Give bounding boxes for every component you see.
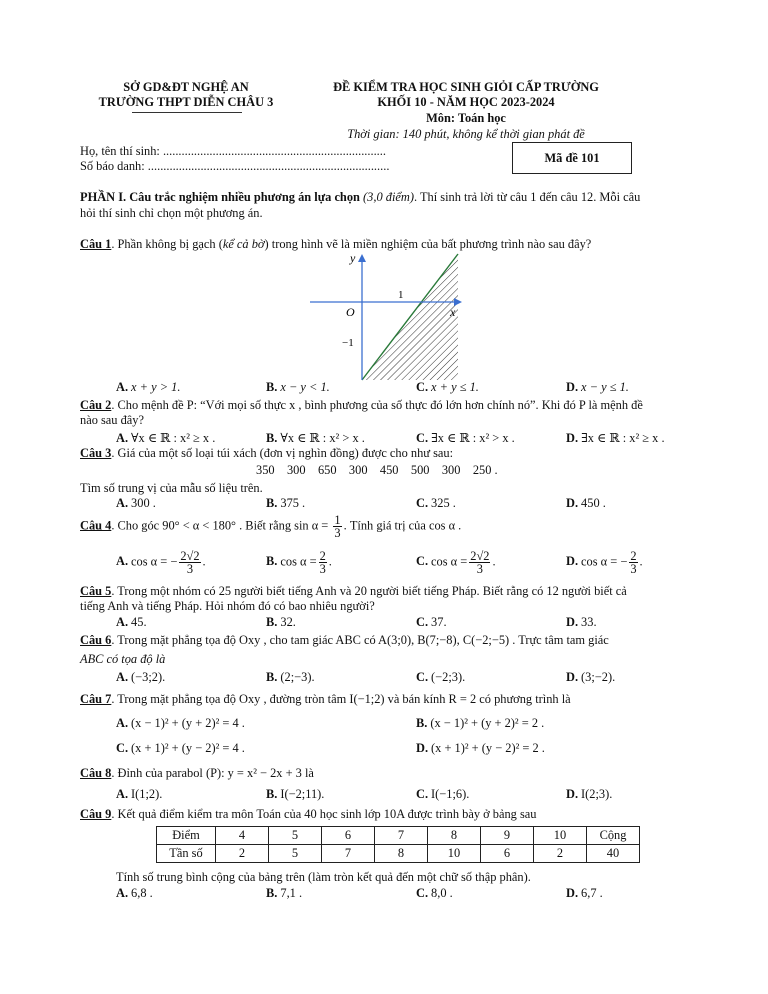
- question-6: Câu 6. Trong mặt phẳng tọa độ Oxy , cho tam giác ABC có A(3;0), B(7;−8), C(−2;−5) . Trực tâm tam giác: [80, 633, 609, 647]
- table-row: [157, 827, 640, 845]
- part1-instructions: hỏi thí sinh chỉ chọn một phương án.: [80, 206, 263, 220]
- table-cell: 10: [534, 827, 587, 845]
- y-axis-arrow: [358, 254, 366, 262]
- exam-grade-year: KHỐI 10 - NĂM HỌC 2023-2024: [377, 95, 555, 109]
- q2-option-c[interactable]: C. ∃x ∈ ℝ : x² > x .: [416, 431, 515, 445]
- x-axis-label: x: [450, 305, 456, 319]
- q5-option-c[interactable]: C. 37.: [416, 615, 447, 629]
- table-cell: 9: [481, 827, 534, 845]
- q9-option-a[interactable]: A. 6,8 .: [116, 886, 153, 900]
- table-cell: 2: [534, 845, 587, 863]
- question-9: Câu 9. Kết quả điểm kiểm tra môn Toán của 40 học sinh lớp 10A được trình bày ở bảng sau: [80, 807, 537, 821]
- table-cell: 5: [269, 827, 322, 845]
- q4-option-c[interactable]: C. cos α = $\frac{2√2}{3}$ .: [416, 549, 496, 576]
- table-cell: 40: [587, 845, 640, 863]
- q4-option-d[interactable]: D. cos α = − $\frac{2}{3}$ .: [566, 549, 643, 576]
- q1-graph: [300, 248, 480, 388]
- q3-data: 350 300 650 300 450 500 300 250 .: [256, 463, 498, 477]
- q4-option-a[interactable]: A. cos α = − $\frac{2√2}{3}$ .: [116, 549, 206, 576]
- q8-option-a[interactable]: A. I(1;2).: [116, 787, 163, 801]
- q9-frequency-table: [156, 826, 640, 863]
- question-4: Câu 4. Cho góc 90° < α < 180° . Biết rằng sin α = $\frac{1}{3}$ . Tính giá trị của cos α .: [80, 513, 462, 540]
- student-name-field[interactable]: Họ, tên thí sinh: ........................................................................: [80, 144, 386, 158]
- question-2: Câu 2. Cho mệnh đề P: “Với mọi số thực x , bình phương của số thực đó lớn hơn chính nó”. Khi đó P là mệnh đề: [80, 398, 643, 412]
- q7-option-d[interactable]: D. (x + 1)² + (y − 2)² = 2 .: [416, 741, 545, 755]
- part1-heading: PHẦN I. Câu trắc nghiệm nhiều phương án lựa chọn (3,0 điểm). Thí sinh trả lời từ câu 1 đến câu 12. Mỗi câu: [80, 190, 641, 204]
- q7-option-b[interactable]: B. (x − 1)² + (y + 2)² = 2 .: [416, 716, 545, 730]
- q8-option-b[interactable]: B. I(−2;11).: [266, 787, 325, 801]
- table-cell: 7: [322, 845, 375, 863]
- header-underline: [132, 112, 242, 113]
- tick-minus-1: −1: [342, 337, 354, 349]
- question-3-cont: Tìm số trung vị của mẫu số liệu trên.: [80, 481, 263, 495]
- q2-option-b[interactable]: B. ∀x ∈ ℝ : x² > x .: [266, 431, 365, 445]
- table-cell: Tần số: [157, 845, 216, 863]
- q3-option-a[interactable]: A. 300 .: [116, 496, 156, 510]
- table-cell: 7: [375, 827, 428, 845]
- school-dept: SỞ GD&ĐT NGHỆ AN: [123, 80, 249, 94]
- q6-option-b[interactable]: B. (2;−3).: [266, 670, 315, 684]
- q7-option-a[interactable]: A. (x − 1)² + (y + 2)² = 4 .: [116, 716, 245, 730]
- table-cell: Điểm: [157, 827, 216, 845]
- q1-option-b[interactable]: B. x − y < 1.: [266, 380, 330, 394]
- y-axis-label: y: [350, 251, 356, 265]
- q9-option-c[interactable]: C. 8,0 .: [416, 886, 453, 900]
- q3-option-b[interactable]: B. 375 .: [266, 496, 306, 510]
- exam-subject: Môn: Toán học: [426, 111, 506, 125]
- q3-option-d[interactable]: D. 450 .: [566, 496, 606, 510]
- q4-option-b[interactable]: B. cos α = $\frac{2}{3}$ .: [266, 549, 332, 576]
- question-7: Câu 7. Trong mặt phẳng tọa độ Oxy , đường tròn tâm I(−1;2) và bán kính R = 2 có phương trình là: [80, 692, 571, 706]
- q5-option-d[interactable]: D. 33.: [566, 615, 597, 629]
- table-cell: 10: [428, 845, 481, 863]
- question-2-cont: nào sau đây?: [80, 413, 144, 427]
- table-cell: 6: [322, 827, 375, 845]
- table-cell: 8: [375, 845, 428, 863]
- q7-option-c[interactable]: C. (x + 1)² + (y − 2)² = 4 .: [116, 741, 245, 755]
- question-8: Câu 8. Đỉnh của parabol (P): y = x² − 2x + 3 là: [80, 766, 314, 780]
- school-name: TRƯỜNG THPT DIỄN CHÂU 3: [98, 95, 274, 109]
- q1-option-c[interactable]: C. x + y ≤ 1.: [416, 380, 479, 394]
- q2-option-d[interactable]: D. ∃x ∈ ℝ : x² ≥ x .: [566, 431, 665, 445]
- q5-option-b[interactable]: B. 32.: [266, 615, 296, 629]
- exam-code-box: Mã đề 101: [512, 142, 632, 174]
- q8-option-c[interactable]: C. I(−1;6).: [416, 787, 470, 801]
- question-3: Câu 3. Giá của một số loại túi xách (đơn vị nghìn đồng) được cho như sau:: [80, 446, 454, 460]
- question-6-cont: ABC có tọa độ là: [80, 652, 166, 666]
- exam-title: ĐỀ KIỂM TRA HỌC SINH GIỎI CẤP TRƯỜNG: [333, 80, 599, 94]
- q2-option-a[interactable]: A. ∀x ∈ ℝ : x² ≥ x .: [116, 431, 216, 445]
- table-cell: 6: [481, 845, 534, 863]
- q1-option-d[interactable]: D. x − y ≤ 1.: [566, 380, 629, 394]
- q8-option-d[interactable]: D. I(2;3).: [566, 787, 613, 801]
- q9-option-b[interactable]: B. 7,1 .: [266, 886, 303, 900]
- table-cell: 2: [216, 845, 269, 863]
- q5-option-a[interactable]: A. 45.: [116, 615, 147, 629]
- q6-option-c[interactable]: C. (−2;3).: [416, 670, 466, 684]
- table-cell: Cộng: [587, 827, 640, 845]
- table-cell: 4: [216, 827, 269, 845]
- question-5-cont: tiếng Anh và tiếng Pháp. Hỏi nhóm đó có bao nhiêu người?: [80, 599, 375, 613]
- q6-option-d[interactable]: D. (3;−2).: [566, 670, 616, 684]
- student-id-field[interactable]: Số báo danh: ..............................................................................: [80, 159, 390, 173]
- table-cell: 8: [428, 827, 481, 845]
- table-row: [157, 845, 640, 863]
- q9-option-d[interactable]: D. 6,7 .: [566, 886, 603, 900]
- table-cell: 5: [269, 845, 322, 863]
- q3-option-c[interactable]: C. 325 .: [416, 496, 456, 510]
- question-9-cont: Tính số trung bình cộng của bảng trên (làm tròn kết quả đến một chữ số thập phân).: [116, 870, 531, 884]
- origin-label: O: [346, 305, 355, 319]
- exam-time: Thời gian: 140 phút, không kể thời gian phát đề: [347, 127, 585, 141]
- question-1: Câu 1. Phần không bị gạch (kể cả bờ) trong hình vẽ là miền nghiệm của bất phương trình nào sau đây?: [80, 237, 592, 251]
- q6-option-a[interactable]: A. (−3;2).: [116, 670, 166, 684]
- q1-option-a[interactable]: A. x + y > 1.: [116, 380, 181, 394]
- tick-1: 1: [398, 289, 404, 301]
- question-5: Câu 5. Trong một nhóm có 25 người biết tiếng Anh và 20 người biết tiếng Pháp. Biết rằng có 12 người biết cả: [80, 584, 627, 598]
